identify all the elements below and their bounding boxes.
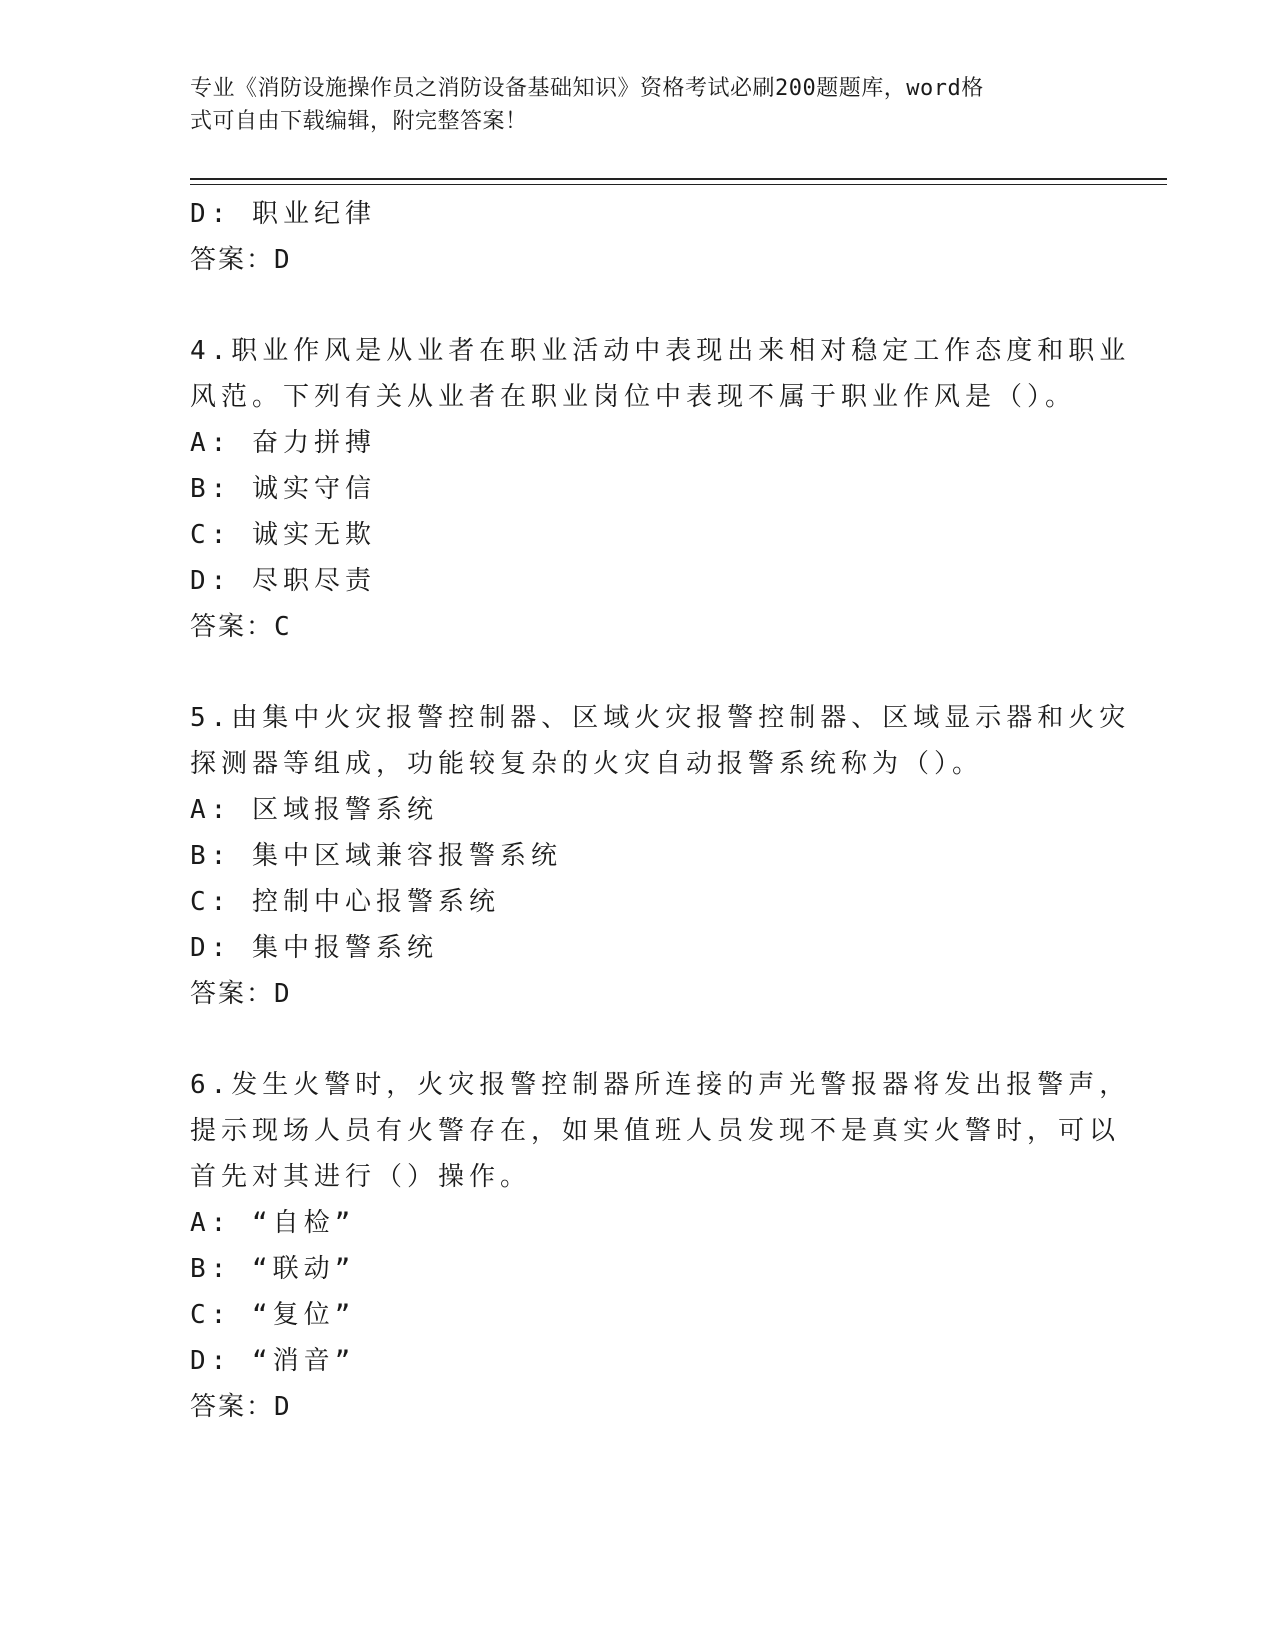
- document-header: [190, 72, 1080, 138]
- question-4: [190, 328, 1131, 650]
- question-stem-line: 探测器等组成，功能较复杂的火灾自动报警系统称为（）。: [190, 749, 984, 779]
- question-stem-line: 4.职业作风是从业者在职业活动中表现出来相对稳定工作态度和职业: [190, 336, 1131, 366]
- question-stem-line: 风范。下列有关从业者在职业岗位中表现不属于职业作风是（）。: [190, 382, 1077, 412]
- option-d: D: 集中报警系统: [190, 933, 438, 963]
- option-c: C: “复位”: [190, 1300, 356, 1330]
- header-divider-thick: [190, 178, 1167, 180]
- option-a: A: 奋力拼搏: [190, 428, 376, 458]
- header-divider-thin: [190, 184, 1167, 185]
- question-6: [190, 1062, 1131, 1430]
- option-a: A: “自检”: [190, 1208, 356, 1238]
- option-b: B: “联动”: [190, 1254, 356, 1284]
- option-b: B: 集中区域兼容报警系统: [190, 841, 562, 871]
- question-5: [190, 695, 1131, 1017]
- option-d: D: 职业纪律: [190, 199, 376, 229]
- question-content: [190, 191, 1131, 1430]
- question-stem-line: 5.由集中火灾报警控制器、区域火灾报警控制器、区域显示器和火灾: [190, 703, 1131, 733]
- option-d: D: 尽职尽责: [190, 566, 376, 596]
- spacer: [190, 650, 1090, 695]
- answer-line: 答案：D: [190, 1392, 292, 1422]
- question-stem-line: 提示现场人员有火警存在，如果值班人员发现不是真实火警时，可以: [190, 1116, 1121, 1146]
- header-line-2: 式可自由下载编辑，附完整答案！: [190, 109, 528, 134]
- spacer: [190, 283, 1090, 328]
- option-d: D: “消音”: [190, 1346, 356, 1376]
- answer-line: 答案：D: [190, 979, 292, 1009]
- answer-line: 答案：D: [190, 245, 292, 275]
- option-b: B: 诚实守信: [190, 474, 376, 504]
- answer-line: 答案：C: [190, 612, 292, 642]
- option-c: C: 控制中心报警系统: [190, 887, 500, 917]
- question-stem-line: 6.发生火警时，火灾报警控制器所连接的声光警报器将发出报警声，: [190, 1070, 1131, 1100]
- spacer: [190, 1017, 1090, 1062]
- question-stem-line: 首先对其进行（）操作。: [190, 1162, 532, 1192]
- option-a: A: 区域报警系统: [190, 795, 438, 825]
- option-c: C: 诚实无欺: [190, 520, 376, 550]
- header-line-1: 专业《消防设施操作员之消防设备基础知识》资格考试必刷200题题库，word格: [190, 76, 984, 101]
